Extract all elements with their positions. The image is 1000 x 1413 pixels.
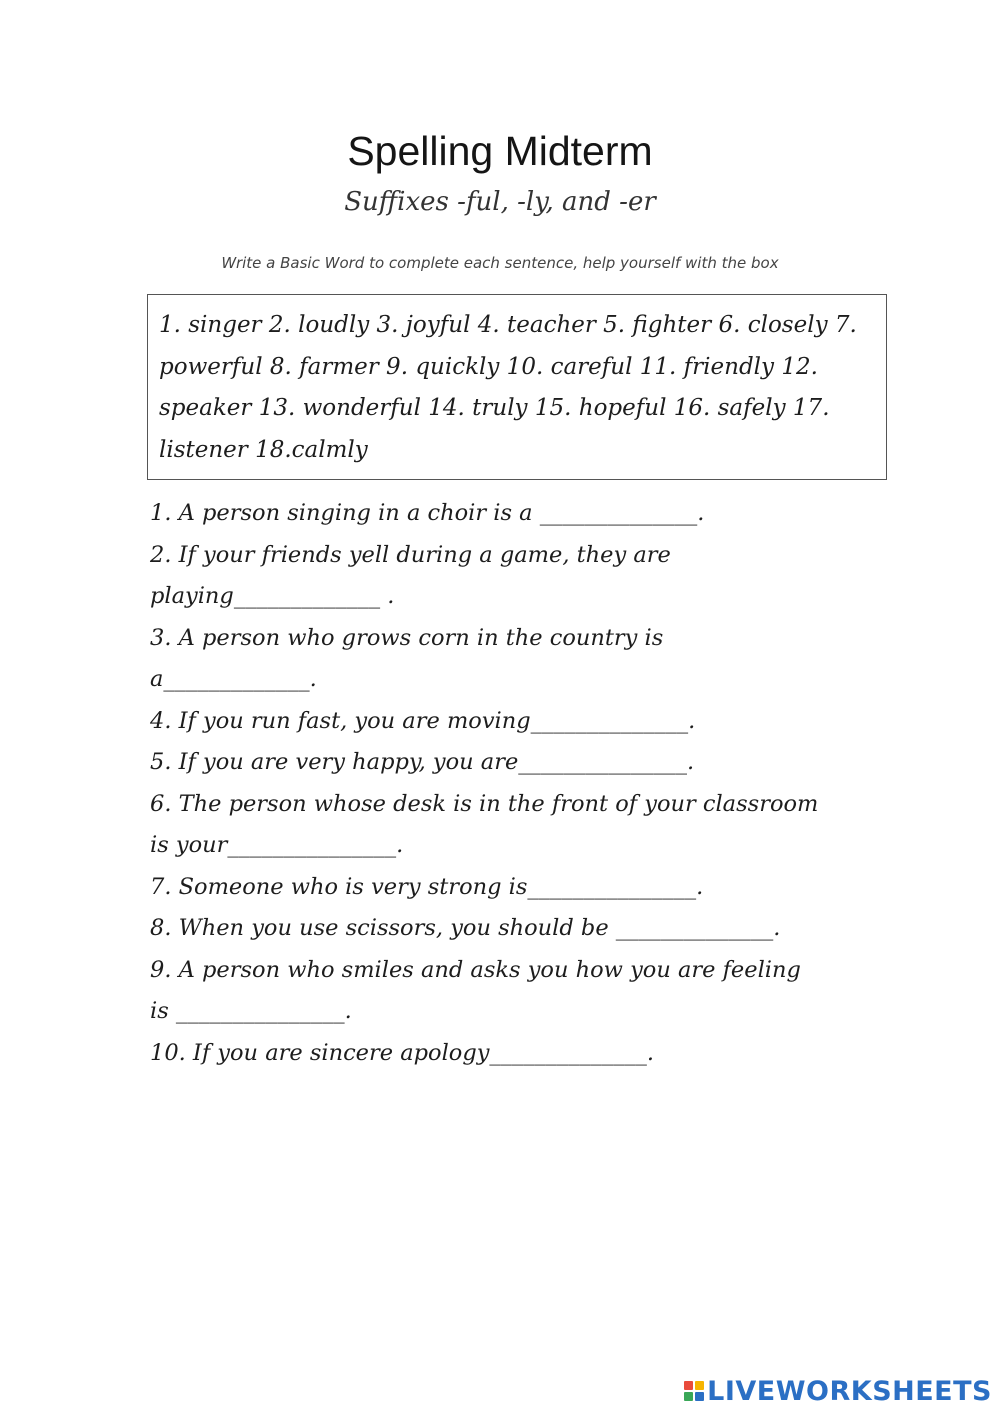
logo-square	[695, 1392, 704, 1401]
question-line: 9. A person who smiles and asks you how you are feeling	[150, 956, 801, 983]
word-bank-box	[147, 294, 887, 480]
word-bank-line: speaker 13. wonderful 14. truly 15. hopeful 16. safely 17.	[159, 395, 830, 421]
question-line[interactable]: 1. A person singing in a choir is a ______________.	[150, 500, 705, 526]
question-line: 3. A person who grows corn in the country is	[150, 624, 664, 651]
logo-text: LIVEWORKSHEETS	[707, 1375, 992, 1407]
question-line[interactable]: 5. If you are very happy, you are_______________.	[150, 749, 695, 775]
question-line[interactable]: is your_______________.	[150, 832, 404, 858]
question-line[interactable]: is _______________.	[150, 998, 352, 1024]
word-bank-line: listener 18.calmly	[159, 436, 368, 463]
question-line[interactable]: 4. If you run fast, you are moving______________.	[150, 707, 696, 734]
word-bank-line: 1. singer 2. loudly 3. joyful 4. teacher 5. fighter 6. closely 7.	[159, 312, 857, 338]
question-list	[150, 493, 870, 1074]
liveworksheets-logo	[684, 1373, 992, 1409]
logo-square	[695, 1381, 704, 1390]
question-line[interactable]: playing_____________ .	[150, 583, 395, 609]
question-line[interactable]: 7. Someone who is very strong is_______________.	[150, 873, 704, 900]
question-line: 2. If your friends yell during a game, they are	[150, 541, 671, 568]
logo-mark-icon	[684, 1381, 704, 1401]
logo-square	[684, 1381, 693, 1390]
question-line[interactable]: a_____________.	[150, 666, 317, 692]
question-line[interactable]: 8. When you use scissors, you should be ______________.	[150, 915, 781, 941]
logo-square	[684, 1392, 693, 1401]
question-line[interactable]: 10. If you are sincere apology______________.	[150, 1039, 655, 1066]
page-subtitle: Suffixes -ful, -ly, and -er	[344, 187, 656, 217]
instructions: Write a Basic Word to complete each sentence, help yourself with the box	[221, 254, 779, 272]
word-bank-line: powerful 8. farmer 9. quickly 10. careful 11. friendly 12.	[159, 353, 818, 380]
page-title: Spelling Midterm	[347, 128, 653, 174]
question-line: 6. The person whose desk is in the front of your classroom	[150, 790, 819, 817]
